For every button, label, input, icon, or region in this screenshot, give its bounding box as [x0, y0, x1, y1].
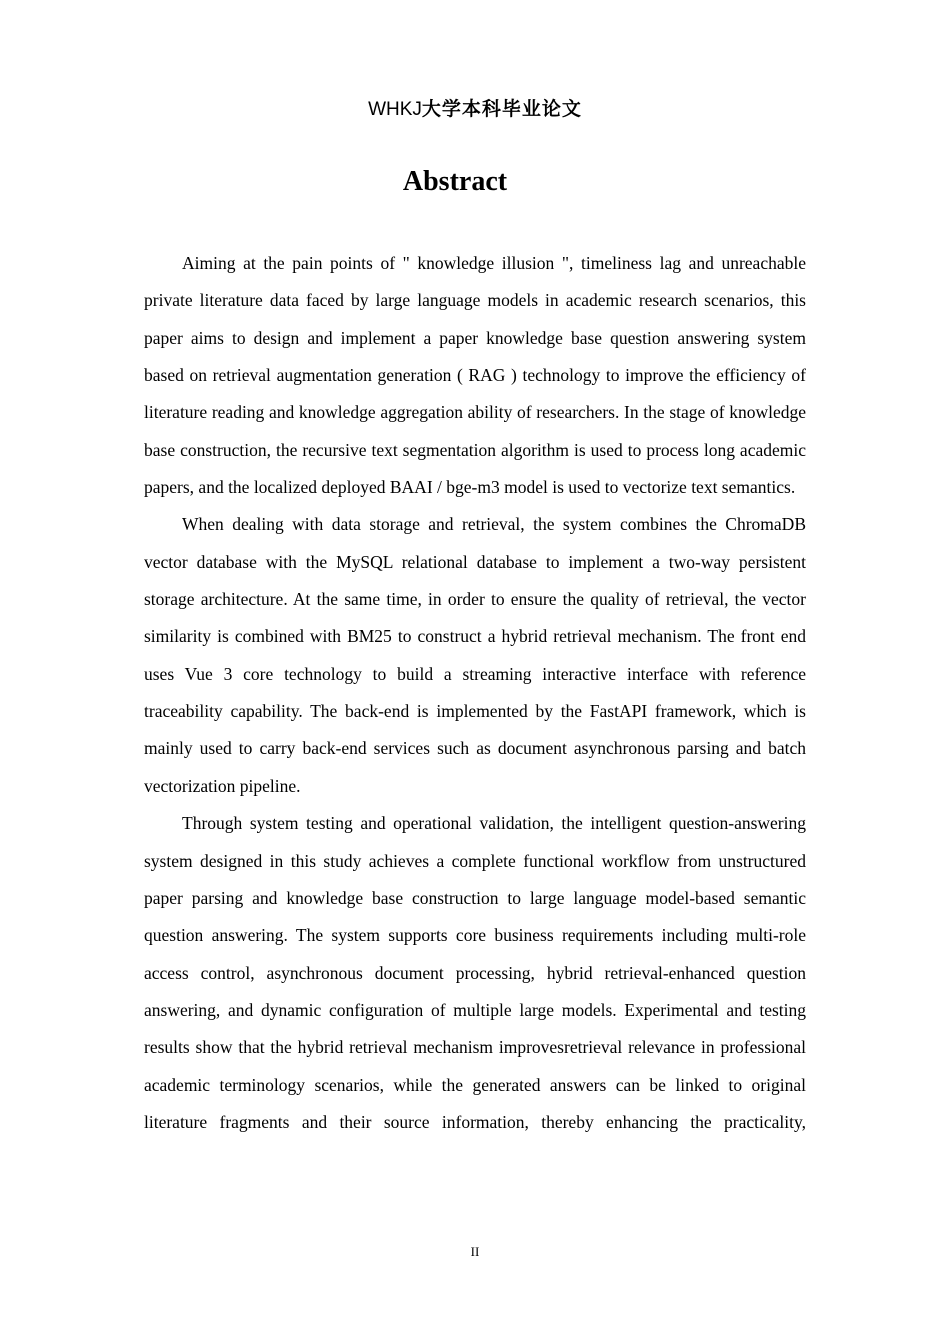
abstract-paragraph-1: Aiming at the pain points of " knowledge illusion ", timeliness lag and unreachable private literature data faced by large language models in academic research scenarios, this paper aims to design and implement a paper knowledge base question answering system based on retrieval augmentation generation ( RAG ) technology to improve the efficiency of literature reading and knowledge aggregation ability of researchers. In the stage of knowledge base construction, the recursive text segmentation algorithm is used to process long academic papers, and the localized deployed BAAI / bge-m3 model is used to vectorize text semantics. — [144, 253, 806, 498]
running-header — [0, 94, 950, 121]
page-title: Abstract — [402, 166, 508, 197]
page-number: II — [470, 1244, 480, 1259]
running-header-cjk: 大学本科毕业论文 — [421, 98, 582, 120]
running-header-latin: WHKJ — [368, 99, 422, 120]
abstract-body — [144, 245, 806, 1141]
abstract-paragraph-3: Through system testing and operational validation, the intelligent question-answering system designed in this study achieves a complete functional workflow from unstructured paper parsing and knowledge base construction to large language model-based semantic question answering. The system supports core business requirements including multi-role access control, asynchronous document processing, hybrid retrieval-enhanced question answering, and dynamic configuration of multiple large models. Experimental and testing results show that the hybrid retrieval mechanism improvesretrieval relevance in professional academic terminology scenarios, while the generated answers can be linked to original literature fragments and their source information, thereby enhancing the practicality, — [144, 813, 806, 1132]
abstract-paragraph-2: When dealing with data storage and retrieval, the system combines the ChromaDB vector database with the MySQL relational database to implement a two-way persistent storage architecture. At the same time, in order to ensure the quality of retrieval, the vector similarity is combined with BM25 to construct a hybrid retrieval mechanism. The front end uses Vue 3 core technology to build a streaming interactive interface with reference traceability capability. The back-end is implemented by the FastAPI framework, which is mainly used to carry back-end services such as document asynchronous parsing and batch vectorization pipeline. — [144, 514, 806, 796]
